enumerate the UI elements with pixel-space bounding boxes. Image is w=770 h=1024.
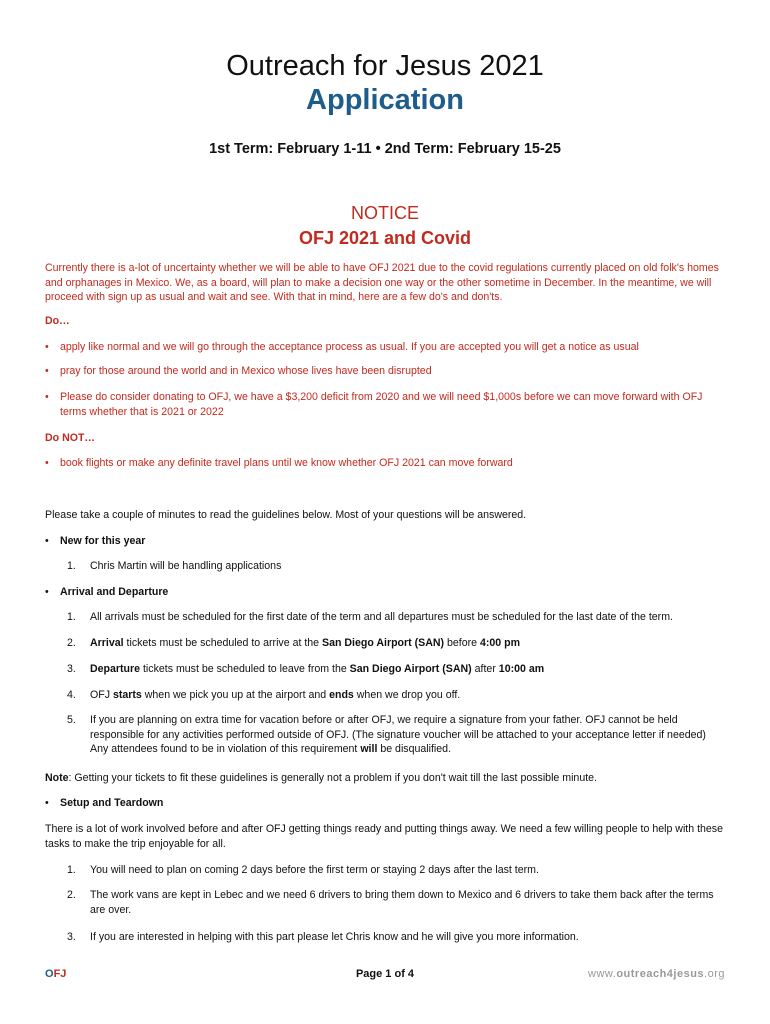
document-page: Outreach for Jesus 2021 Application 1st Term: February 1-11 • 2nd Term: February 15-25 NOTICE OFJ 2021 and Covid Currently there is a-lot of uncertainty whether we will be able to have OFJ 2021 due to the covid regulations currently placed on old folk's homes and orphanages in Mexico. We, as a board, will plan to make a decision one way or the other sometime in December. In the meantime, we will proceed with sign up as usual and wait and see. With that in mind, here are a few do's and don'ts. Do… • apply like normal and we will go through the acceptance process as usual. If you are accepted you will get a notice as usual • pray for those around the world and in Mexico whose lives have been disrupted • Please do consider donating to OFJ, we have a $3,200 deficit from 2020 and we will need $1,000s before we can move forward with OFJ terms whether that is 2021 or 2022 Do NOT… • book flights or make any definite travel plans until we know whether OFJ 2021 can move forward Please take a couple of minutes to read the guidelines below. Most of your questions will be answered. • New for this year 1. Chris Martin will be handling applications • Arrival and Departure 1. All arrivals must be scheduled for the first date of the term and all departures must be scheduled for the last date of the term. 2. Arrival tickets must be scheduled to arrive at the San Diego Airport (SAN) before 4:00 pm 3. Departure tickets must be scheduled to leave from the San Diego Airport (SAN) after 10:00 am 4. OFJ starts when we pick you up at the airport and ends when we drop you off. 5. If you are planning on extra time for vacation before or after OFJ, we require a signature from your father. OFJ cannot be held responsible for any activities performed outside of OFJ. (The signature voucher will be attached to your acceptance letter if needed) Any attendees found to be in violation of this requirement will be disqualified. Note: Getting your tickets to fit these guidelines is generally not a problem if you don't wait till the last possible minute. • Setup and Teardown There is a lot of work involved before and after OFJ getting things ready and putting things away. We need a few willing people to help with these tasks to make the trip enjoyable for all. 1. You will need to plan on coming 2 days before the first term or staying 2 days after the last term. 2. The work vans are kept in Lebec and we need 6 drivers to bring them down to Mexico and 6 drivers to take them back after the terms are over. 3. If you are interested in helping with this part please let Chris know and he will give you more information. OFJ Page 1 of 4 www.outreach4jesus.org (0, 0, 770, 1024)
footer-logo: OFJ (45, 968, 67, 980)
page-number: Page 1 of 4 (355, 968, 415, 980)
term-dates: 1st Term: February 1-11 • 2nd Term: February 15-25 (209, 141, 561, 157)
bullet-icon: • (45, 341, 49, 353)
notice-subheading: OFJ 2021 and Covid (298, 228, 472, 248)
page-subtitle: Application (306, 84, 464, 116)
bullet-icon: • (45, 586, 49, 598)
bullet-icon: • (45, 457, 49, 469)
page-title: Outreach for Jesus 2021 (226, 50, 544, 82)
bullet-icon: • (45, 535, 49, 547)
setup-intro: There is a lot of work involved before and after OFJ getting things ready and putting things away. We need a few willing people to help with these tasks to make the trip enjoyable for all. (45, 823, 723, 850)
notice-heading: NOTICE (350, 203, 419, 223)
bullet-icon: • (45, 365, 49, 377)
do-label: Do… (45, 315, 70, 327)
do-not-label: Do NOT… (45, 432, 96, 444)
bullet-icon: • (45, 391, 49, 403)
notice-intro: Currently there is a-lot of uncertainty whether we will be able to have OFJ 2021 due to the covid regulations currently placed on old folk's homes and orphanages in Mexico. We, as a board, will plan to make a decision one way or the other sometime in December. In the meantime, we will proceed with sign up as usual and wait and see. With that in mind, here are a few do's and don'ts. (45, 262, 719, 303)
footer-url[interactable]: www.outreach4jesus.org (588, 968, 725, 980)
guidelines-intro: Please take a couple of minutes to read the guidelines below. Most of your questions will be answered. (45, 509, 527, 521)
bullet-icon: • (45, 797, 49, 809)
note: Note: Getting your tickets to fit these guidelines is generally not a problem if you don't wait till the last possible minute. (45, 772, 597, 784)
